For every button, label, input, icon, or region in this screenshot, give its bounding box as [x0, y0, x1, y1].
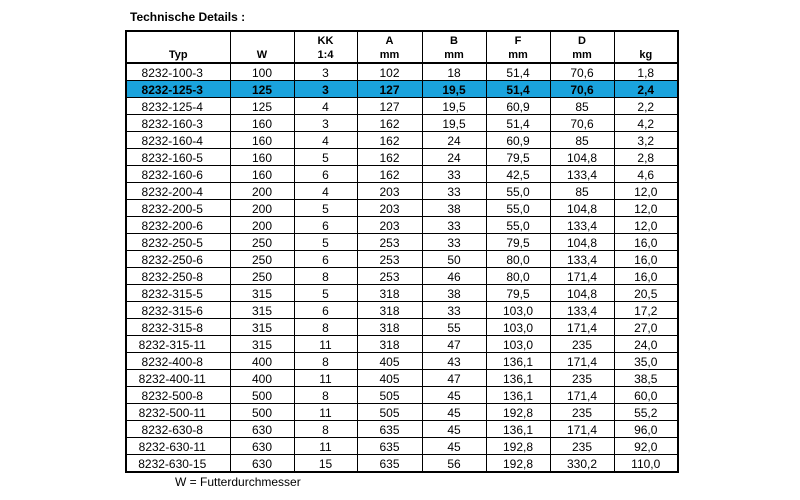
table-cell: 102 [357, 63, 422, 81]
column-header-label: W [256, 49, 268, 61]
table-cell: 8232-315-11 [126, 336, 230, 353]
table-cell: 2,4 [614, 81, 678, 98]
table-cell: 24 [422, 132, 486, 149]
table-row [126, 285, 678, 302]
table-row [126, 183, 678, 200]
table-cell: 315 [230, 285, 294, 302]
table-cell: 8232-630-15 [126, 455, 230, 473]
table-cell: 42,5 [486, 166, 550, 183]
table-cell: 133,4 [550, 251, 614, 268]
table-cell: 4 [294, 132, 357, 149]
table-cell: 45 [422, 387, 486, 404]
table-cell: 8232-160-3 [126, 115, 230, 132]
table-cell: 8232-400-8 [126, 353, 230, 370]
table-cell: 125 [230, 98, 294, 115]
column-header-label: 1:4 [317, 49, 334, 61]
table-row [126, 217, 678, 234]
table-cell: 133,4 [550, 166, 614, 183]
table-cell: 8232-315-8 [126, 319, 230, 336]
table-cell: 11 [294, 404, 357, 421]
table-cell: 315 [230, 319, 294, 336]
table-cell: 8232-250-5 [126, 234, 230, 251]
table-cell: 235 [550, 336, 614, 353]
table-row [126, 302, 678, 319]
table-header [126, 31, 678, 63]
table-cell: 6 [294, 166, 357, 183]
column-header-label: mm [444, 49, 464, 61]
table-row [126, 115, 678, 132]
table-cell: 630 [230, 438, 294, 455]
column-header-label: mm [379, 49, 400, 61]
table-cell: 200 [230, 183, 294, 200]
table-cell: 3 [294, 115, 357, 132]
table-cell: 8232-200-4 [126, 183, 230, 200]
table-cell: 318 [357, 336, 422, 353]
table-row [126, 455, 678, 473]
table-cell: 203 [357, 200, 422, 217]
table-cell: 162 [357, 149, 422, 166]
table-cell: 8 [294, 421, 357, 438]
table-cell: 200 [230, 217, 294, 234]
table-cell: 18 [422, 63, 486, 81]
table-row [126, 387, 678, 404]
column-header-top: KK [317, 35, 334, 47]
table-cell: 47 [422, 370, 486, 387]
table-cell: 70,6 [550, 115, 614, 132]
table-cell: 315 [230, 302, 294, 319]
table-cell: 6 [294, 302, 357, 319]
table-cell: 33 [422, 166, 486, 183]
table-cell: 160 [230, 115, 294, 132]
table-cell: 171,4 [550, 268, 614, 285]
table-cell: 8232-315-6 [126, 302, 230, 319]
table-cell: 8232-160-6 [126, 166, 230, 183]
table-cell: 47 [422, 336, 486, 353]
table-cell: 5 [294, 149, 357, 166]
table-cell: 171,4 [550, 421, 614, 438]
table-cell: 250 [230, 234, 294, 251]
table-cell: 635 [357, 438, 422, 455]
table-cell: 318 [357, 302, 422, 319]
table-cell: 46 [422, 268, 486, 285]
column-header [486, 31, 550, 63]
table-row [126, 319, 678, 336]
table-cell: 103,0 [486, 302, 550, 319]
table-cell: 24,0 [614, 336, 678, 353]
table-cell: 12,0 [614, 217, 678, 234]
table-cell: 500 [230, 404, 294, 421]
table-cell: 171,4 [550, 387, 614, 404]
table-cell: 51,4 [486, 115, 550, 132]
table-cell: 505 [357, 387, 422, 404]
table-cell: 253 [357, 251, 422, 268]
table-row [126, 200, 678, 217]
table-cell: 11 [294, 336, 357, 353]
table-cell: 15 [294, 455, 357, 473]
table-cell: 12,0 [614, 200, 678, 217]
table-cell: 96,0 [614, 421, 678, 438]
table-cell: 55,2 [614, 404, 678, 421]
table-cell: 55,0 [486, 217, 550, 234]
table-cell: 162 [357, 166, 422, 183]
column-header-label: mm [508, 49, 528, 61]
table-cell: 8232-315-5 [126, 285, 230, 302]
table-cell: 235 [550, 438, 614, 455]
table-cell: 85 [550, 98, 614, 115]
table-cell: 4 [294, 98, 357, 115]
table-cell: 104,8 [550, 200, 614, 217]
column-header-top: B [450, 35, 458, 47]
table-cell: 38,5 [614, 370, 678, 387]
table-cell: 8232-160-4 [126, 132, 230, 149]
table-cell: 38 [422, 285, 486, 302]
table-row [126, 404, 678, 421]
table-cell: 45 [422, 404, 486, 421]
table-cell: 4,6 [614, 166, 678, 183]
table-cell: 171,4 [550, 319, 614, 336]
table-row [126, 421, 678, 438]
header-row [126, 31, 678, 63]
table-cell: 16,0 [614, 268, 678, 285]
table-cell: 8 [294, 319, 357, 336]
table-cell: 235 [550, 404, 614, 421]
table-cell: 133,4 [550, 217, 614, 234]
table-cell: 8232-400-11 [126, 370, 230, 387]
table-row [126, 370, 678, 387]
table-cell: 55 [422, 319, 486, 336]
table-cell: 17,2 [614, 302, 678, 319]
table-cell: 20,5 [614, 285, 678, 302]
table-cell: 33 [422, 217, 486, 234]
table-cell: 16,0 [614, 234, 678, 251]
table-cell: 318 [357, 319, 422, 336]
table-cell: 79,5 [486, 285, 550, 302]
table-row [126, 132, 678, 149]
table-cell: 160 [230, 149, 294, 166]
table-cell: 8232-125-3 [126, 81, 230, 98]
table-cell: 133,4 [550, 302, 614, 319]
table-cell: 50 [422, 251, 486, 268]
table-cell: 630 [230, 455, 294, 473]
section-title: Technische Details : [130, 10, 246, 24]
table-cell: 79,5 [486, 234, 550, 251]
table-cell: 12,0 [614, 183, 678, 200]
table-cell: 8232-160-5 [126, 149, 230, 166]
table-cell: 35,0 [614, 353, 678, 370]
table-cell: 11 [294, 438, 357, 455]
table-row [126, 234, 678, 251]
column-header-top [127, 34, 230, 48]
table-cell: 136,1 [486, 387, 550, 404]
table-cell: 8 [294, 387, 357, 404]
table-cell: 24 [422, 149, 486, 166]
table-cell: 79,5 [486, 149, 550, 166]
table-cell: 162 [357, 132, 422, 149]
table-cell: 8232-630-11 [126, 438, 230, 455]
table-cell: 253 [357, 268, 422, 285]
table-cell: 16,0 [614, 251, 678, 268]
column-header-top: A [385, 35, 394, 47]
table-cell: 8 [294, 268, 357, 285]
table-row [126, 166, 678, 183]
table-row [126, 149, 678, 166]
table-cell: 19,5 [422, 115, 486, 132]
table-cell: 8232-125-4 [126, 98, 230, 115]
column-header [126, 31, 230, 63]
table-cell: 56 [422, 455, 486, 473]
column-header-top: F [514, 35, 522, 47]
table-cell: 2,8 [614, 149, 678, 166]
table-cell: 8232-200-6 [126, 217, 230, 234]
table-cell: 8232-500-11 [126, 404, 230, 421]
table-cell: 253 [357, 234, 422, 251]
table-cell: 100 [230, 63, 294, 81]
table-cell: 85 [550, 132, 614, 149]
table-cell: 192,8 [486, 404, 550, 421]
table-cell: 5 [294, 285, 357, 302]
table-cell: 4 [294, 183, 357, 200]
table-cell: 5 [294, 234, 357, 251]
table-cell: 162 [357, 115, 422, 132]
table-cell: 192,8 [486, 438, 550, 455]
table-cell: 203 [357, 217, 422, 234]
table-cell: 235 [550, 370, 614, 387]
table-cell: 43 [422, 353, 486, 370]
table-cell: 45 [422, 438, 486, 455]
table-cell: 635 [357, 455, 422, 473]
table-cell: 2,2 [614, 98, 678, 115]
table-cell: 33 [422, 302, 486, 319]
column-header [357, 31, 422, 63]
table-cell: 405 [357, 370, 422, 387]
table-cell: 8232-630-8 [126, 421, 230, 438]
table-cell: 6 [294, 217, 357, 234]
column-header [294, 31, 357, 63]
table-cell: 5 [294, 200, 357, 217]
table-cell: 27,0 [614, 319, 678, 336]
table-cell: 127 [357, 98, 422, 115]
table-cell: 8232-250-6 [126, 251, 230, 268]
technical-details-table [125, 30, 679, 473]
table-cell: 51,4 [486, 81, 550, 98]
column-header [230, 31, 294, 63]
table-row [126, 251, 678, 268]
table-cell: 6 [294, 251, 357, 268]
table-cell: 70,6 [550, 81, 614, 98]
table-cell: 60,0 [614, 387, 678, 404]
table-cell: 33 [422, 183, 486, 200]
table-cell: 8232-250-8 [126, 268, 230, 285]
table-cell: 55,0 [486, 183, 550, 200]
table-row-highlighted [126, 81, 678, 98]
table-cell: 330,2 [550, 455, 614, 473]
table-cell: 8232-500-8 [126, 387, 230, 404]
table-cell: 19,5 [422, 81, 486, 98]
table-cell: 171,4 [550, 353, 614, 370]
table-row [126, 268, 678, 285]
table-cell: 51,4 [486, 63, 550, 81]
table-cell: 125 [230, 81, 294, 98]
column-header-top: D [578, 35, 586, 47]
table-row [126, 63, 678, 81]
table-cell: 70,6 [550, 63, 614, 81]
table-cell: 203 [357, 183, 422, 200]
table-cell: 11 [294, 370, 357, 387]
table-cell: 33 [422, 234, 486, 251]
table-cell: 127 [357, 81, 422, 98]
table-cell: 60,9 [486, 132, 550, 149]
table-cell: 55,0 [486, 200, 550, 217]
column-header-top [231, 34, 294, 48]
table-cell: 405 [357, 353, 422, 370]
table-cell: 400 [230, 353, 294, 370]
column-header-top [615, 34, 678, 48]
table-cell: 60,9 [486, 98, 550, 115]
column-header-label: mm [572, 49, 592, 61]
table-cell: 250 [230, 251, 294, 268]
table-cell: 630 [230, 421, 294, 438]
column-header [550, 31, 614, 63]
table-cell: 8232-100-3 [126, 63, 230, 81]
table-cell: 505 [357, 404, 422, 421]
table-cell: 104,8 [550, 234, 614, 251]
table-cell: 1,8 [614, 63, 678, 81]
table-cell: 136,1 [486, 370, 550, 387]
table-cell: 318 [357, 285, 422, 302]
column-header-label: Typ [168, 49, 188, 61]
table-cell: 315 [230, 336, 294, 353]
table-cell: 136,1 [486, 353, 550, 370]
table-row [126, 438, 678, 455]
table-cell: 38 [422, 200, 486, 217]
table-cell: 8232-200-5 [126, 200, 230, 217]
table-cell: 80,0 [486, 268, 550, 285]
table-cell: 103,0 [486, 319, 550, 336]
table-cell: 4,2 [614, 115, 678, 132]
table-row [126, 353, 678, 370]
table-cell: 500 [230, 387, 294, 404]
table-cell: 3 [294, 81, 357, 98]
footnote: W = Futterdurchmesser [175, 475, 301, 489]
table-cell: 400 [230, 370, 294, 387]
column-header-label: kg [639, 49, 653, 61]
table-cell: 103,0 [486, 336, 550, 353]
table-cell: 136,1 [486, 421, 550, 438]
table-cell: 92,0 [614, 438, 678, 455]
table-cell: 8 [294, 353, 357, 370]
table-row [126, 98, 678, 115]
table-cell: 3,2 [614, 132, 678, 149]
table-row [126, 336, 678, 353]
table-cell: 192,8 [486, 455, 550, 473]
table-cell: 19,5 [422, 98, 486, 115]
column-header [422, 31, 486, 63]
table-cell: 85 [550, 183, 614, 200]
table-cell: 104,8 [550, 285, 614, 302]
table-cell: 80,0 [486, 251, 550, 268]
table-cell: 104,8 [550, 149, 614, 166]
table-cell: 250 [230, 268, 294, 285]
table-body [126, 63, 678, 472]
table-cell: 635 [357, 421, 422, 438]
table-cell: 160 [230, 166, 294, 183]
table-cell: 160 [230, 132, 294, 149]
table-cell: 45 [422, 421, 486, 438]
table-cell: 3 [294, 63, 357, 81]
table-cell: 200 [230, 200, 294, 217]
column-header [614, 31, 678, 63]
table-cell: 110,0 [614, 455, 678, 473]
